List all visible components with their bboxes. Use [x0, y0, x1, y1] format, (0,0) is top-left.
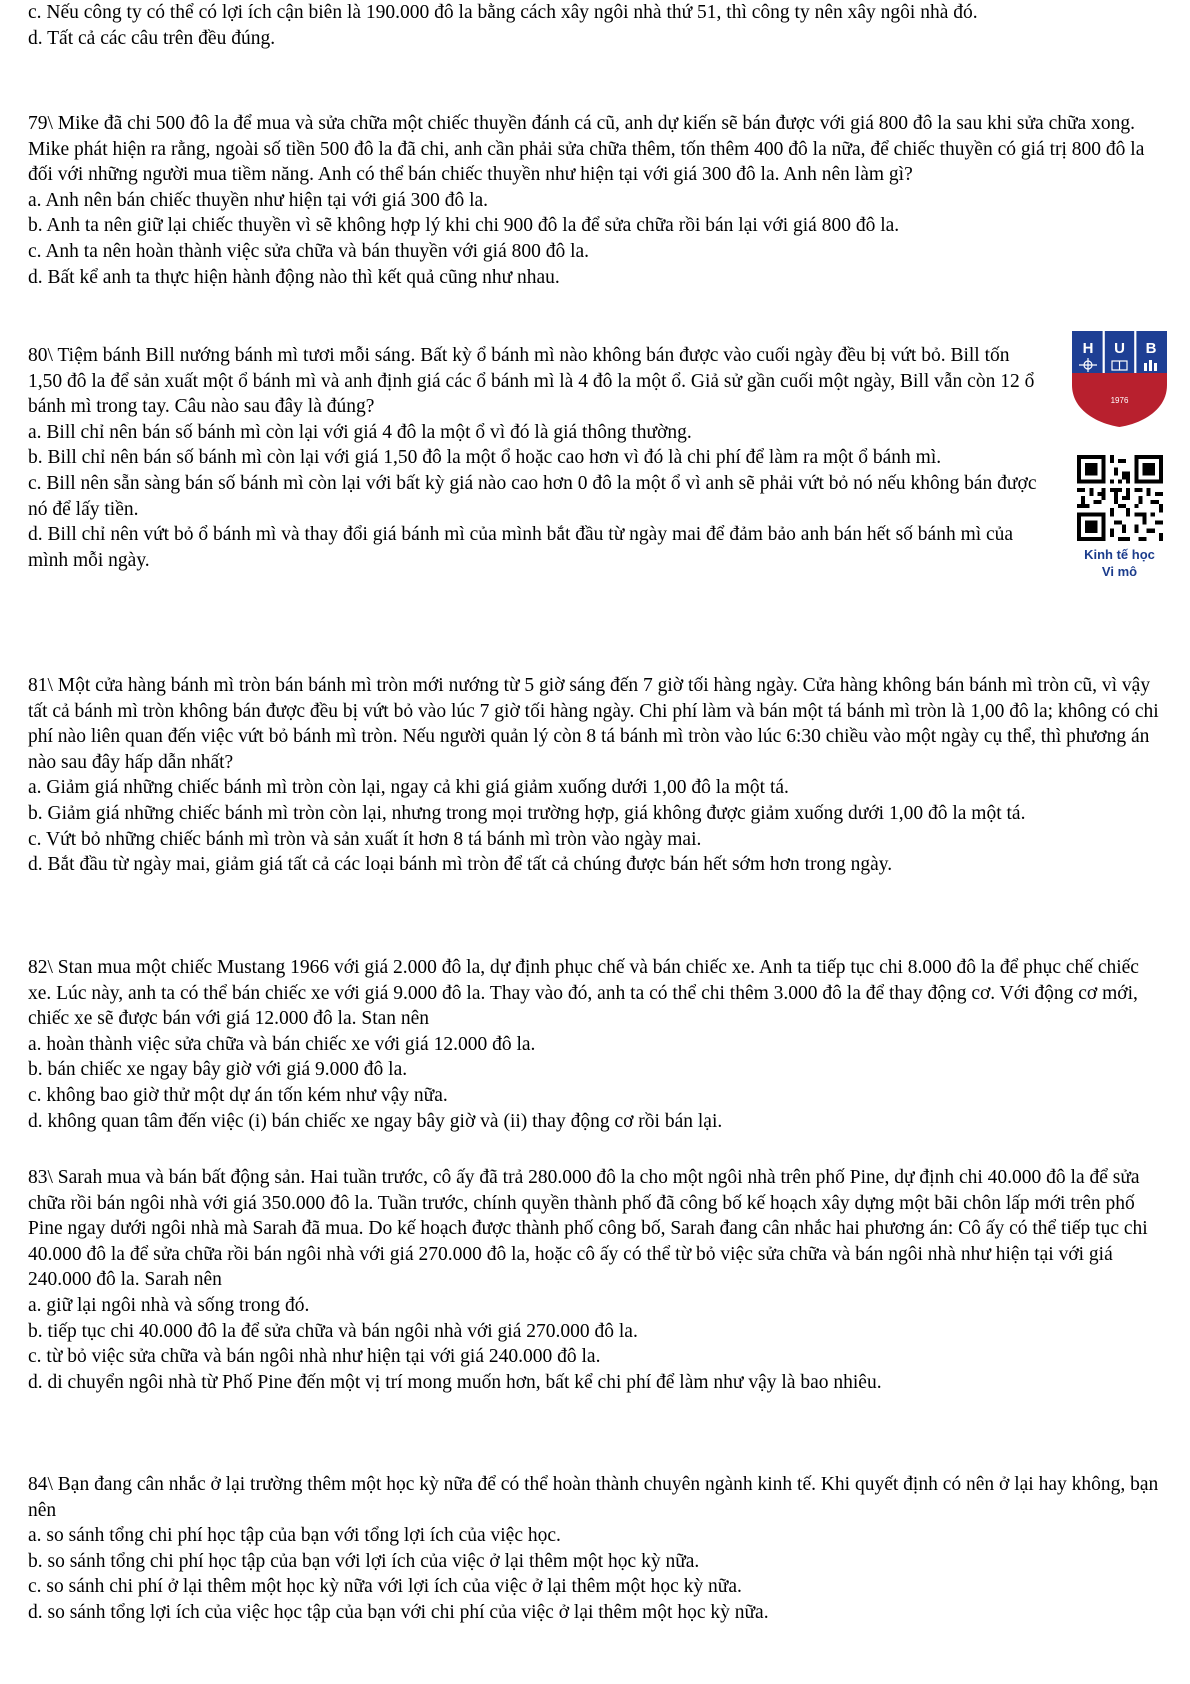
question-text: 79\ Mike đã chi 500 đô la để mua và sửa chữa một chiếc thuyền đánh cá cũ, anh dự kiến sẽ bán được với giá 800 đô la sau khi sửa chữa xong. Mike phát hiện ra rằng, ngoài số tiền 500 đô la đã chi, anh cần phải sửa chữa thêm, tốn thêm 400 đô la nữa, để chiếc thuyền có giá trị 800 đô la đối với những người mua tiềm năng. Anh có thể bán chiếc thuyền như hiện tại với giá 300 đô la. Anh nên làm gì? [28, 113, 1145, 186]
question-text: 81\ Một cửa hàng bánh mì tròn bán bánh mì tròn mới nướng từ 5 giờ sáng đến 7 giờ tối hàng ngày. Cửa hàng không bán bánh mì tròn cũ, vì vậy tất cả bánh mì tròn không bán được đều bị vứt bỏ vào lúc 7 giờ tối hàng ngày. Chi phí làm và bán một tá bánh mì tròn là 1,00 đô la; không có chi phí nào liên quan đến việc vứt bỏ bánh mì tròn. Nếu người quản lý còn 8 tá bánh mì tròn vào lúc 6:30 chiều vào một ngày cụ thể, thì phương án nào sau đây hấp dẫn nhất? [28, 675, 1159, 773]
option-b: b. tiếp tục chi 40.000 đô la để sửa chữa và bán ngôi nhà với giá 270.000 đô la. [28, 1320, 638, 1342]
option-d: d. di chuyển ngôi nhà từ Phố Pine đến một vị trí mong muốn hơn, bất kể chi phí để làm như vậy là bao nhiêu. [28, 1371, 882, 1393]
question-81 [28, 673, 1164, 878]
option-d: d. không quan tâm đến việc (i) bán chiếc xe ngay bây giờ và (ii) thay động cơ rồi bán lại. [28, 1110, 723, 1132]
option-c: c. Nếu công ty có thể có lợi ích cận biên là 190.000 đô la bằng cách xây ngôi nhà thứ 51, thì công ty nên xây ngôi nhà đó. [28, 2, 978, 23]
option-d: d. Bắt đầu từ ngày mai, giảm giá tất cả các loại bánh mì tròn để tất cả chúng được bán hết sớm hơn trong ngày. [28, 854, 893, 876]
option-d: d. Tất cả các câu trên đều đúng. [28, 27, 276, 49]
option-b: b. bán chiếc xe ngay bây giờ với giá 9.000 đô la. [28, 1059, 408, 1081]
option-c: c. Vứt bỏ những chiếc bánh mì tròn và sản xuất ít hơn 8 tá bánh mì tròn vào ngày mai. [28, 828, 702, 850]
question-83 [28, 1165, 1164, 1395]
question-text: 84\ Bạn đang cân nhắc ở lại trường thêm một học kỳ nữa để có thể hoàn thành chuyên ngành kinh tế. Khi quyết định có nên ở lại hay không, bạn nên [28, 1474, 1159, 1521]
option-d: d. so sánh tổng lợi ích của việc học tập của bạn với chi phí của việc ở lại thêm một học kỳ nữa. [28, 1601, 769, 1623]
option-a: a. so sánh tổng chi phí học tập của bạn với tổng lợi ích của việc học. [28, 1525, 561, 1547]
caption-line-2: Vi mô [1101, 564, 1138, 579]
option-c: c. từ bỏ việc sửa chữa và bán ngôi nhà như hiện tại với giá 240.000 đô la. [28, 1346, 601, 1368]
qr-code [1077, 455, 1163, 541]
logo-caption [1084, 546, 1155, 580]
option-c: c. so sánh chi phí ở lại thêm một học kỳ nữa với lợi ích của việc ở lại thêm một học kỳ nữa. [28, 1576, 742, 1598]
question-text: 80\ Tiệm bánh Bill nướng bánh mì tươi mỗi sáng. Bất kỳ ổ bánh mì nào không bán được vào cuối ngày đều bị vứt bỏ. Bill tốn 1,50 đô la để sản xuất một ổ bánh mì và anh định giá các ổ bánh mì là 4 đô la một ổ. Giả sử gần cuối một ngày, Bill vẫn còn 12 ổ bánh mì trong tay. Câu nào sau đây là đúng? [28, 345, 1035, 418]
question-text: 83\ Sarah mua và bán bất động sản. Hai tuần trước, cô ấy đã trả 280.000 đô la cho một ngôi nhà trên phố Pine, dự định chi 40.000 đô la để sửa chữa rồi bán ngôi nhà với giá 350.000 đô la. Tuần trước, chính quyền thành phố đã công bố kế hoạch xây dựng một bãi chôn lấp mới trên phố Pine ngay dưới ngôi nhà mà Sarah đã mua. Do kế hoạch được thành phố công bố, Sarah đang cân nhắc hai phương án: Cô ấy có thể tiếp tục chi 40.000 đô la để sửa chữa rồi bán ngôi nhà với giá 270.000 đô la, hoặc cô ấy có thể từ bỏ việc sửa chữa và bán ngôi nhà như hiện tại với giá 240.000 đô la. Sarah nên [28, 1167, 1148, 1291]
question-84 [28, 1472, 1164, 1626]
logo-year: 1976 [1110, 396, 1129, 405]
option-c: c. Anh ta nên hoàn thành việc sửa chữa và bán thuyền với giá 800 đô la. [28, 240, 590, 262]
hub-shield-logo [1068, 327, 1171, 429]
question-80 [28, 343, 1040, 573]
option-a: a. Bill chỉ nên bán số bánh mì còn lại với giá 4 đô la một ổ vì đó là giá thông thường. [28, 421, 692, 443]
option-b: b. Anh ta nên giữ lại chiếc thuyền vì sẽ không hợp lý khi chi 900 đô la để sửa chữa rồi bán lại với giá 800 đô la. [28, 215, 900, 237]
option-a: a. giữ lại ngôi nhà và sống trong đó. [28, 1294, 310, 1316]
hub-logo-block [1058, 327, 1181, 580]
option-a: a. hoàn thành việc sửa chữa và bán chiếc xe với giá 12.000 đô la. [28, 1033, 536, 1055]
logo-letter-h: H [1082, 340, 1094, 357]
option-b: b. so sánh tổng chi phí học tập của bạn với lợi ích của việc ở lại thêm một học kỳ nữa. [28, 1550, 700, 1572]
question-82 [28, 955, 1164, 1134]
question-79 [28, 111, 1164, 290]
option-c: c. không bao giờ thử một dự án tốn kém như vậy nữa. [28, 1084, 448, 1106]
option-a: a. Anh nên bán chiếc thuyền như hiện tại với giá 300 đô la. [28, 189, 489, 211]
question-78-continuation [28, 0, 1164, 51]
option-b: b. Bill chỉ nên bán số bánh mì còn lại với giá 1,50 đô la một ổ hoặc cao hơn vì đó là chi phí để làm ra một ổ bánh mì. [28, 447, 942, 469]
option-a: a. Giảm giá những chiếc bánh mì tròn còn lại, ngay cả khi giá giảm xuống dưới 1,00 đô la một tá. [28, 777, 789, 799]
option-d: d. Bill chỉ nên vứt bỏ ổ bánh mì và thay đổi giá bánh mì của mình bắt đầu từ ngày mai để đảm bảo anh bán hết số bánh mì của mình mỗi ngày. [28, 524, 1014, 571]
caption-line-1: Kinh tế học [1084, 547, 1155, 562]
logo-letter-b: B [1145, 340, 1157, 357]
logo-letter-u: U [1114, 340, 1125, 357]
option-b: b. Giảm giá những chiếc bánh mì tròn còn lại, nhưng trong mọi trường hợp, giá không được giảm xuống dưới 1,00 đô la một tá. [28, 802, 1026, 824]
option-d: d. Bất kể anh ta thực hiện hành động nào thì kết quả cũng như nhau. [28, 266, 560, 288]
question-text: 82\ Stan mua một chiếc Mustang 1966 với giá 2.000 đô la, dự định phục chế và bán chiếc xe. Anh ta tiếp tục chi 8.000 đô la để phục chế chiếc xe. Lúc này, anh ta có thể bán chiếc xe với giá 9.000 đô la. Thay vào đó, anh ta có thể chi thêm 3.000 đô la để thay động cơ. Với động cơ mới, chiếc xe sẽ được bán với giá 12.000 đô la. Stan nên [28, 957, 1139, 1030]
option-c: c. Bill nên sẵn sàng bán số bánh mì còn lại với bất kỳ giá nào cao hơn 0 đô la một ổ vì anh sẽ phải vứt bỏ nó nếu không bán được nó để lấy tiền. [28, 472, 1037, 520]
